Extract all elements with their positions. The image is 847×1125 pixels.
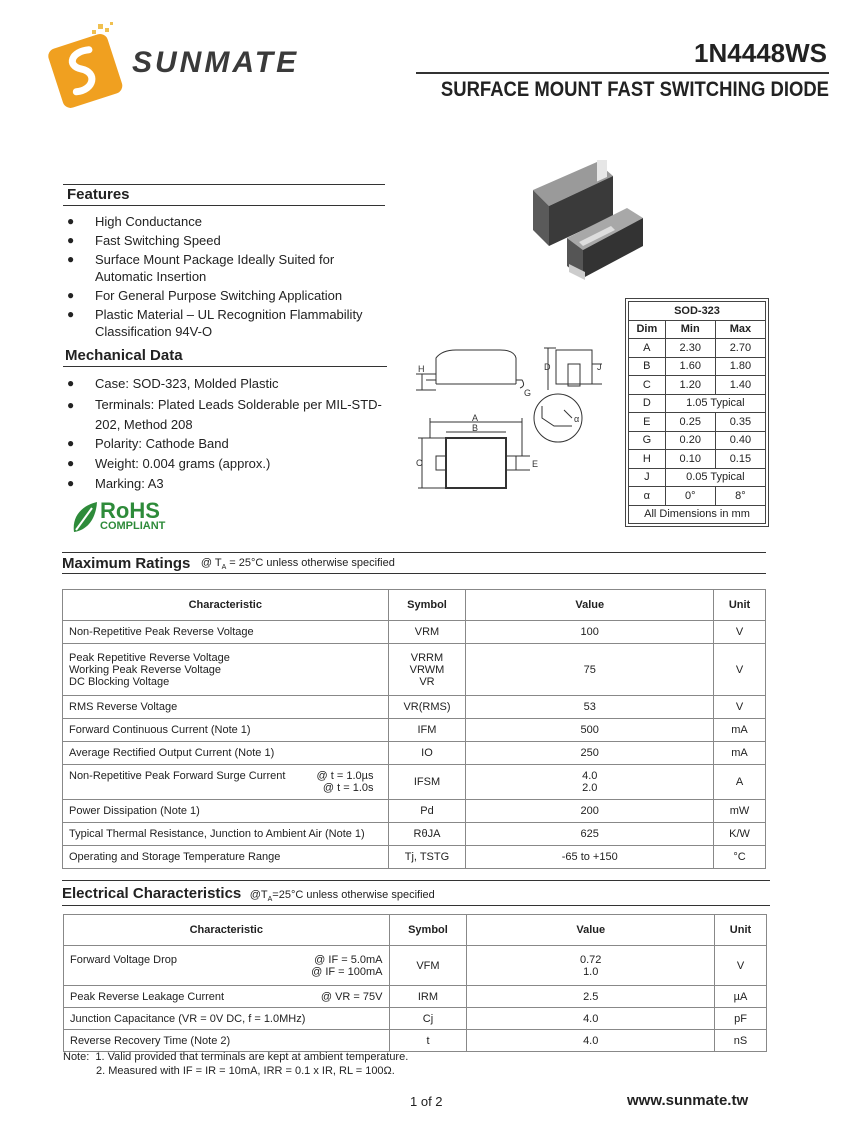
website-url[interactable]: www.sunmate.tw — [627, 1092, 749, 1109]
table-row: Reverse Recovery Time (Note 2) t 4.0 nS — [64, 1030, 767, 1052]
table-row: H 0.10 0.15 — [629, 450, 766, 469]
mechanical-section — [63, 346, 387, 494]
page-number: 1 of 2 — [410, 1094, 443, 1109]
table-row: B 1.60 1.80 — [629, 357, 766, 376]
page-subtitle: SURFACE MOUNT FAST SWITCHING DIODE — [440, 78, 829, 101]
logo-text: SUNMATE — [132, 46, 300, 79]
mechanical-title: Mechanical Data — [65, 347, 183, 364]
table-row: J 0.05 Typical — [629, 468, 766, 487]
list-item: ● Weight: 0.004 grams (approx.) — [67, 456, 271, 471]
table-row: Peak Repetitive Reverse Voltage Working Peak Reverse Voltage DC Blocking Voltage VRRM VRWM VR 75 V — [63, 644, 766, 696]
list-item: ● Surface Mount Package Ideally Suited for Automatic Insertion — [67, 252, 335, 284]
table-row: Junction Capacitance (VR = 0V DC, f = 1.0MHz) Cj 4.0 pF — [64, 1008, 767, 1030]
table-row: Average Rectified Output Current (Note 1) IO 250 mA — [63, 742, 766, 765]
notes-label: Note: — [63, 1051, 90, 1063]
header-rule — [416, 72, 829, 74]
table-row: RMS Reverse Voltage VR(RMS) 53 V — [63, 696, 766, 719]
max-ratings-heading — [62, 552, 766, 574]
list-item: ● Case: SOD-323, Molded Plastic — [67, 376, 279, 391]
note-item: 1. Valid provided that terminals are kept at ambient temperature. — [95, 1051, 409, 1063]
label-d: D — [544, 362, 551, 372]
table-row: @ t = 1.0µs @ t = 1.0s Non-Repetitive Peak Forward Surge Current IFSM 4.0 2.0 A — [63, 765, 766, 800]
label-alpha: α — [574, 414, 580, 424]
max-ratings-condition: @ $T_A = 25^\circ C$ unless otherwise specified — [200, 557, 395, 572]
table-header: Max — [715, 320, 765, 339]
table-row: D 1.05 Typical — [629, 394, 766, 413]
table-row: Operating and Storage Temperature Range Tj, TSTG -65 to +150 °C — [63, 846, 766, 869]
table-row: Power Dissipation (Note 1) Pd 200 mW — [63, 800, 766, 823]
features-section — [63, 184, 385, 342]
list-item: ● For General Purpose Switching Application — [67, 288, 343, 303]
notes — [63, 1051, 408, 1077]
table-row: E 0.25 0.35 — [629, 413, 766, 432]
electrical-heading — [62, 880, 770, 906]
label-a: A — [472, 413, 479, 423]
max-ratings-table — [62, 589, 766, 869]
max-ratings-title: Maximum Ratings — [62, 555, 191, 572]
electrical-condition: @TA=25°C unless otherwise specified — [249, 889, 435, 904]
table-header-row: Characteristic Symbol Value Unit — [64, 915, 767, 946]
features-title: Features — [67, 186, 130, 203]
company-logo — [40, 20, 310, 110]
dimension-table — [628, 301, 766, 524]
list-item: ● Marking: A3 — [67, 476, 164, 491]
rohs-subtext: COMPLIANT — [100, 520, 166, 532]
table-header: Min — [665, 320, 715, 339]
list-item: ● Terminals: Plated Leads Solderable per MIL-STD-202, Method 208 — [67, 397, 382, 432]
label-e: E — [532, 459, 539, 469]
package-photo — [515, 160, 665, 280]
table-row: Non-Repetitive Peak Reverse Voltage VRM 100 V — [63, 621, 766, 644]
list-item: ● Fast Switching Speed — [67, 233, 221, 248]
table-row: Forward Continuous Current (Note 1) IFM 500 mA — [63, 719, 766, 742]
note-item: 2. Measured with IF = IR = 10mA, IRR = 0.1 x IR, RL = 100Ω. — [96, 1065, 395, 1077]
list-item: ● High Conductance — [67, 214, 202, 229]
label-h: H — [418, 364, 425, 374]
label-j: J — [597, 362, 602, 372]
label-b: B — [472, 423, 479, 433]
package-outline-drawing — [412, 340, 622, 500]
part-number: 1N4448WS — [694, 38, 827, 68]
table-row: Typical Thermal Resistance, Junction to Ambient Air (Note 1) RθJA 625 K/W — [63, 823, 766, 846]
table-footer: All Dimensions in mm — [629, 505, 766, 524]
table-title: SOD-323 — [629, 302, 766, 321]
electrical-table — [63, 914, 767, 1052]
table-row: A 2.30 2.70 — [629, 339, 766, 358]
table-row: @ IF = 5.0mA @ IF = 100mA Forward Voltage Drop VFM 0.72 1.0 V — [64, 946, 767, 986]
rohs-text: RoHS — [100, 498, 160, 523]
table-header: Dim — [629, 320, 666, 339]
table-row: @ VR = 75V Peak Reverse Leakage Current IRM 2.5 µA — [64, 986, 767, 1008]
table-row: C 1.20 1.40 — [629, 376, 766, 395]
table-row: α 0° 8° — [629, 487, 766, 506]
list-item: ● Plastic Material – UL Recognition Flammability Classification 94V-O — [67, 307, 363, 339]
label-g: G — [524, 388, 532, 398]
dimension-table-frame — [625, 298, 769, 527]
table-row: G 0.20 0.40 — [629, 431, 766, 450]
logo-mark-icon — [40, 20, 130, 110]
label-c: C — [416, 458, 423, 468]
list-item: ● Polarity: Cathode Band — [67, 436, 229, 451]
electrical-title: Electrical Characteristics — [62, 885, 242, 902]
leaf-icon — [70, 500, 100, 536]
rohs-badge — [70, 498, 180, 538]
table-header-row: Characteristic Symbol Value Unit — [63, 590, 766, 621]
